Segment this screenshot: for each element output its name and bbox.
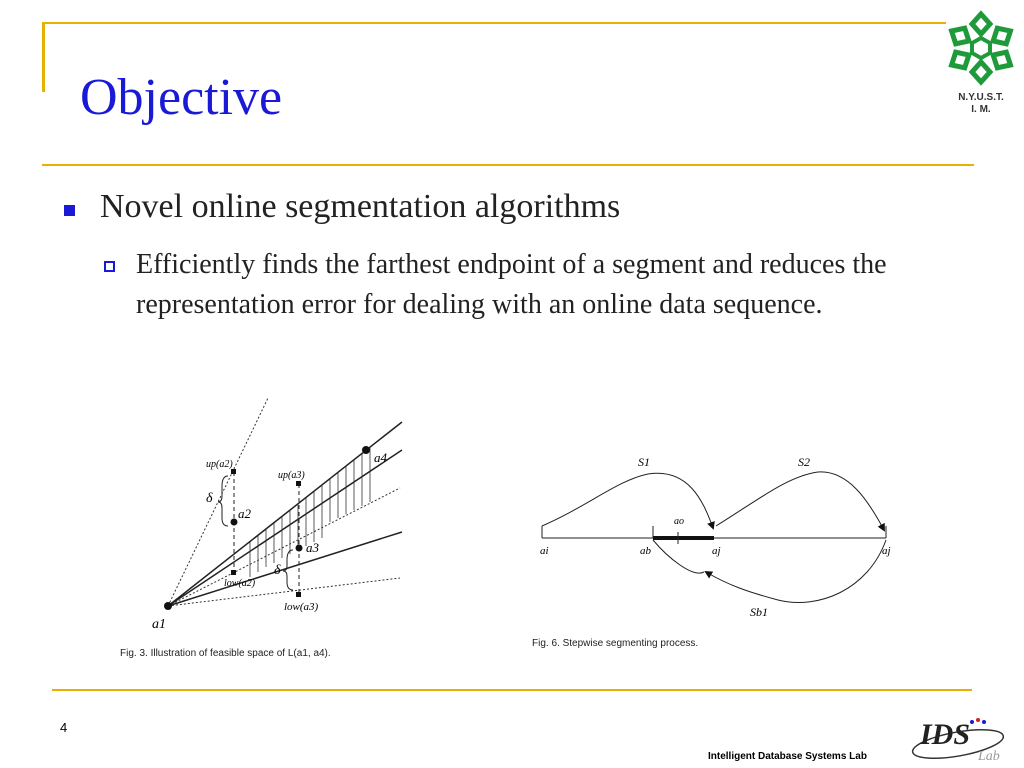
fig6-arrow-s1 (542, 473, 713, 528)
fig3-point-a4 (362, 446, 370, 454)
title-accent-vertical (42, 22, 45, 92)
ids-lab-logo (908, 714, 1018, 766)
fig3-label-up-a2: up(a2) (206, 459, 233, 470)
university-caption-line1: N.Y.U.S.T. (958, 92, 1004, 103)
fig3-marker-up-a3 (296, 481, 301, 486)
fig3-label-delta-a2: δ (206, 491, 213, 506)
fig3-point-a2 (231, 519, 238, 526)
figure-6-caption: Fig. 6. Stepwise segmenting process. (532, 638, 699, 649)
fig3-marker-low-a2 (231, 570, 236, 575)
bullet-hollow-square-icon (104, 261, 115, 272)
fig3-label-up-a3: up(a3) (278, 470, 305, 481)
title-accent-top (42, 22, 946, 24)
fig3-label-a3: a3 (306, 540, 319, 555)
fig6-arrow-sb1-tail (653, 540, 704, 573)
fig3-label-a2: a2 (238, 506, 251, 521)
figure-6-diagram (528, 440, 908, 660)
bullet-main-text: Novel online segmentation algorithms (100, 188, 621, 225)
fig6-label-sb1: Sb1 (750, 605, 768, 619)
fig3-point-a1 (164, 602, 172, 610)
fig6-label-ai: ai (540, 545, 549, 557)
footer-lab-name: Intelligent Database Systems Lab (708, 751, 867, 762)
fig6-label-ab: ab (640, 545, 651, 557)
title-divider (42, 164, 974, 166)
fig6-arrow-sb1 (706, 540, 886, 603)
bullet-sub-text: Efficiently finds the farthest endpoint of a segment and reduces the representation error for dealing with an online data sequence. (136, 249, 887, 320)
fig3-marker-low-a3 (296, 592, 301, 597)
figure-3-caption: Fig. 3. Illustration of feasible space of L(a1, a4). (120, 648, 331, 659)
fig3-label-low-a3: low(a3) (284, 601, 319, 613)
fig6-label-s1: S1 (638, 455, 650, 469)
university-caption (944, 92, 1018, 116)
footer-divider (52, 689, 972, 691)
ids-logo-text: IDS (920, 718, 971, 751)
fig3-label-low-a2: low(a2) (224, 578, 256, 589)
university-caption-line2: I. M. (971, 104, 991, 115)
ids-logo-sub: Lab (978, 749, 1000, 764)
fig3-mid-dotted-line (168, 488, 400, 606)
fig6-arrow-s2 (716, 472, 884, 530)
page-title: Objective (80, 69, 283, 126)
university-logo-icon (944, 10, 1018, 90)
fig3-lower-solid-line (168, 532, 402, 606)
fig3-label-delta-a3: δ (274, 563, 281, 578)
page-number: 4 (60, 720, 68, 735)
fig3-brace-a2 (218, 476, 228, 526)
fig6-label-ao: ao (674, 516, 684, 527)
fig6-label-s2: S2 (798, 455, 810, 469)
fig3-label-a4: a4 (374, 450, 387, 465)
fig3-label-a1: a1 (152, 617, 166, 632)
fig3-brace-a3 (283, 550, 293, 590)
fig6-label-aj1: aj (712, 545, 721, 557)
bullet-square-icon (64, 205, 75, 216)
fig6-label-aj2: aj (882, 545, 891, 557)
figure-3-diagram (110, 392, 410, 672)
fig3-point-a3 (296, 545, 303, 552)
